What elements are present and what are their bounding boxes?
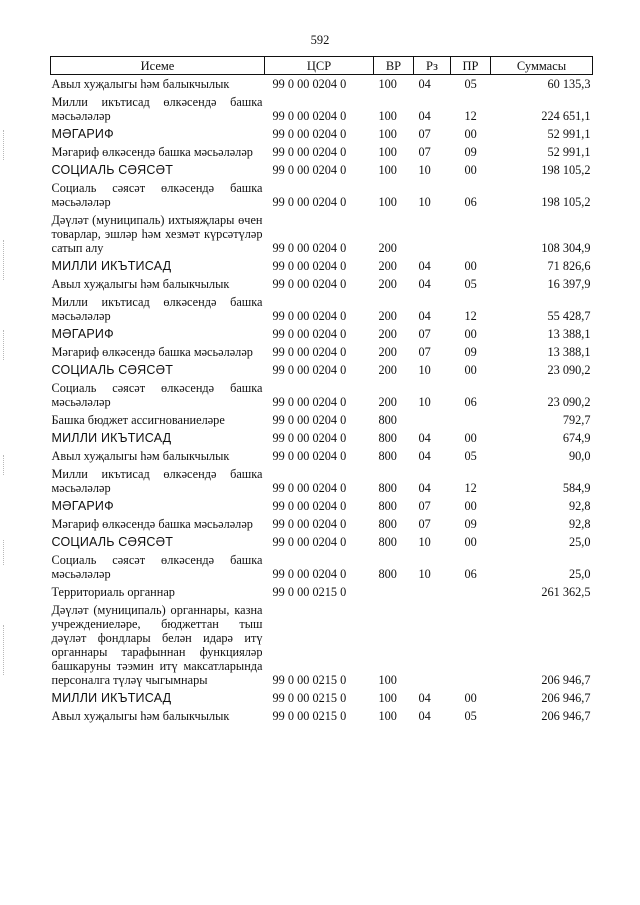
cell-sum: 16 397,9 bbox=[547, 277, 591, 291]
cell-csr: 99 0 00 0204 0 bbox=[272, 277, 347, 291]
left-margin-dots bbox=[3, 625, 5, 675]
cell-vr: 100 bbox=[378, 673, 397, 687]
cell-pr: 12 bbox=[464, 309, 477, 323]
table-row bbox=[51, 379, 593, 411]
cell-vr: 800 bbox=[378, 481, 397, 495]
cell-pr: 00 bbox=[464, 535, 477, 549]
table-row bbox=[51, 447, 593, 465]
cell-rz: 07 bbox=[418, 517, 431, 531]
cell-csr: 99 0 00 0204 0 bbox=[272, 327, 347, 341]
cell-csr: 99 0 00 0204 0 bbox=[272, 481, 347, 495]
cell-pr: 00 bbox=[464, 691, 477, 705]
cell-csr: 99 0 00 0204 0 bbox=[272, 567, 347, 581]
left-margin-dots bbox=[3, 540, 5, 565]
cell-csr: 99 0 00 0204 0 bbox=[272, 535, 347, 549]
cell-name: СОЦИАЛЬ СӘЯСӘТ bbox=[51, 535, 174, 549]
cell-pr bbox=[451, 411, 491, 429]
table-row bbox=[51, 125, 593, 143]
cell-sum: 206 946,7 bbox=[541, 691, 591, 705]
table-row bbox=[51, 325, 593, 343]
cell-name: МИЛЛИ ИКЪТИСАД bbox=[51, 431, 172, 445]
table-row bbox=[51, 429, 593, 447]
table-row bbox=[51, 707, 593, 725]
cell-vr: 100 bbox=[378, 709, 397, 723]
left-margin-dots bbox=[3, 330, 5, 360]
cell-name: МИЛЛИ ИКЪТИСАД bbox=[51, 259, 172, 273]
cell-vr: 800 bbox=[378, 431, 397, 445]
cell-sum: 52 991,1 bbox=[547, 145, 591, 159]
cell-rz: 07 bbox=[418, 499, 431, 513]
cell-rz: 04 bbox=[418, 709, 431, 723]
cell-vr: 800 bbox=[378, 517, 397, 531]
cell-sum: 92,8 bbox=[568, 499, 591, 513]
cell-rz: 07 bbox=[418, 127, 431, 141]
cell-name: Милли икътисад өлкәсендә башка мәсьәләләр bbox=[51, 295, 263, 323]
cell-name: Авыл хуҗалыгы һәм балыкчылык bbox=[51, 77, 230, 91]
cell-csr: 99 0 00 0215 0 bbox=[272, 673, 347, 687]
cell-vr: 200 bbox=[378, 241, 397, 255]
cell-name: Мәгариф өлкәсендә башка мәсьәләләр bbox=[51, 345, 253, 359]
cell-name: Дәүләт (муниципаль) органнары, казна учреждениеләре, бюджеттан тыш дәүләт фондлары белән идарә итү органнары тарафыннан функцияләр башкаруны тәэмин итү максатларында персоналга түләү чыгымнары bbox=[51, 603, 263, 687]
cell-pr: 05 bbox=[464, 277, 477, 291]
cell-sum: 674,9 bbox=[562, 431, 591, 445]
cell-rz: 04 bbox=[418, 691, 431, 705]
cell-pr: 05 bbox=[464, 77, 477, 91]
table-row bbox=[51, 343, 593, 361]
cell-csr: 99 0 00 0204 0 bbox=[272, 395, 347, 409]
left-margin-dots bbox=[3, 455, 5, 475]
table-row bbox=[51, 515, 593, 533]
cell-vr: 100 bbox=[378, 77, 397, 91]
cell-rz bbox=[414, 601, 451, 689]
cell-rz: 04 bbox=[418, 449, 431, 463]
cell-name: МӘГАРИФ bbox=[51, 127, 114, 141]
cell-sum: 23 090,2 bbox=[547, 363, 591, 377]
cell-sum: 60 135,3 bbox=[547, 77, 591, 91]
cell-sum: 52 991,1 bbox=[547, 127, 591, 141]
cell-pr: 09 bbox=[464, 345, 477, 359]
cell-pr bbox=[451, 583, 491, 601]
table-row bbox=[51, 75, 593, 94]
cell-sum: 206 946,7 bbox=[541, 673, 591, 687]
cell-sum: 108 304,9 bbox=[541, 241, 591, 255]
cell-name: СОЦИАЛЬ СӘЯСӘТ bbox=[51, 363, 174, 377]
cell-rz: 04 bbox=[418, 77, 431, 91]
cell-pr: 06 bbox=[464, 567, 477, 581]
table-row bbox=[51, 583, 593, 601]
cell-csr: 99 0 00 0204 0 bbox=[272, 413, 347, 427]
cell-csr: 99 0 00 0204 0 bbox=[272, 517, 347, 531]
table-row bbox=[51, 211, 593, 257]
cell-vr: 800 bbox=[378, 413, 397, 427]
cell-sum: 92,8 bbox=[568, 517, 591, 531]
cell-csr: 99 0 00 0204 0 bbox=[272, 77, 347, 91]
cell-pr: 12 bbox=[464, 481, 477, 495]
cell-name: Башка бюджет ассигнованиеләре bbox=[51, 413, 225, 427]
cell-csr: 99 0 00 0215 0 bbox=[272, 585, 347, 599]
cell-csr: 99 0 00 0204 0 bbox=[272, 259, 347, 273]
cell-pr: 00 bbox=[464, 363, 477, 377]
cell-pr: 00 bbox=[464, 327, 477, 341]
cell-csr: 99 0 00 0204 0 bbox=[272, 195, 347, 209]
cell-sum: 55 428,7 bbox=[547, 309, 591, 323]
header-pr: ПР bbox=[451, 57, 491, 75]
cell-csr: 99 0 00 0215 0 bbox=[272, 691, 347, 705]
cell-rz: 07 bbox=[418, 145, 431, 159]
header-sum: Суммасы bbox=[491, 57, 593, 75]
table-row bbox=[51, 601, 593, 689]
cell-vr: 800 bbox=[378, 499, 397, 513]
cell-vr: 200 bbox=[378, 345, 397, 359]
cell-vr: 200 bbox=[378, 277, 397, 291]
left-margin-dots bbox=[3, 240, 5, 280]
header-csr: ЦСР bbox=[265, 57, 374, 75]
cell-rz bbox=[414, 411, 451, 429]
cell-pr bbox=[451, 211, 491, 257]
table-header-row bbox=[51, 57, 593, 75]
cell-pr: 05 bbox=[464, 449, 477, 463]
cell-vr: 200 bbox=[378, 327, 397, 341]
cell-vr: 200 bbox=[378, 309, 397, 323]
cell-vr: 100 bbox=[378, 145, 397, 159]
cell-vr: 200 bbox=[378, 259, 397, 273]
table-row bbox=[51, 551, 593, 583]
table-row bbox=[51, 161, 593, 179]
cell-sum: 23 090,2 bbox=[547, 395, 591, 409]
cell-pr bbox=[451, 601, 491, 689]
cell-rz: 07 bbox=[418, 327, 431, 341]
cell-name: Милли икътисад өлкәсендә башка мәсьәләләр bbox=[51, 95, 263, 123]
cell-csr: 99 0 00 0204 0 bbox=[272, 499, 347, 513]
cell-vr: 100 bbox=[378, 127, 397, 141]
cell-sum: 792,7 bbox=[562, 413, 591, 427]
cell-rz bbox=[414, 583, 451, 601]
header-rz: Рз bbox=[414, 57, 451, 75]
cell-rz: 10 bbox=[418, 363, 431, 377]
cell-sum: 71 826,6 bbox=[547, 259, 591, 273]
cell-name: Социаль сәясәт өлкәсендә башка мәсьәләләр bbox=[51, 181, 263, 209]
cell-rz: 04 bbox=[418, 431, 431, 445]
cell-name: Авыл хуҗалыгы һәм балыкчылык bbox=[51, 709, 230, 723]
cell-rz: 10 bbox=[418, 163, 431, 177]
cell-pr: 00 bbox=[464, 127, 477, 141]
table-row bbox=[51, 689, 593, 707]
cell-vr: 100 bbox=[378, 691, 397, 705]
cell-vr: 100 bbox=[378, 109, 397, 123]
cell-vr: 100 bbox=[378, 163, 397, 177]
table-row bbox=[51, 179, 593, 211]
cell-rz: 04 bbox=[418, 481, 431, 495]
cell-name: Дәүләт (муниципаль) ихтыяҗлары өчен товарлар, эшләр һәм хезмәт күрсәтүләр сатып алу bbox=[51, 213, 263, 255]
cell-rz: 04 bbox=[418, 309, 431, 323]
cell-rz: 04 bbox=[418, 259, 431, 273]
cell-rz: 04 bbox=[418, 109, 431, 123]
cell-vr: 800 bbox=[378, 449, 397, 463]
budget-table bbox=[50, 56, 593, 725]
cell-pr: 12 bbox=[464, 109, 477, 123]
cell-name: МИЛЛИ ИКЪТИСАД bbox=[51, 691, 172, 705]
cell-csr: 99 0 00 0204 0 bbox=[272, 363, 347, 377]
table-row bbox=[51, 143, 593, 161]
cell-name: МӘГАРИФ bbox=[51, 499, 114, 513]
table-row bbox=[51, 257, 593, 275]
cell-csr: 99 0 00 0204 0 bbox=[272, 127, 347, 141]
table-row bbox=[51, 361, 593, 379]
cell-vr: 100 bbox=[378, 195, 397, 209]
cell-pr: 09 bbox=[464, 517, 477, 531]
table-row bbox=[51, 411, 593, 429]
header-name: Исеме bbox=[51, 57, 265, 75]
cell-name: Авыл хуҗалыгы һәм балыкчылык bbox=[51, 277, 230, 291]
table-row bbox=[51, 465, 593, 497]
cell-name: МӘГАРИФ bbox=[51, 327, 114, 341]
cell-name: Социаль сәясәт өлкәсендә башка мәсьәләләр bbox=[51, 381, 263, 409]
cell-name: Социаль сәясәт өлкәсендә башка мәсьәләләр bbox=[51, 553, 263, 581]
cell-pr: 09 bbox=[464, 145, 477, 159]
cell-rz: 07 bbox=[418, 345, 431, 359]
cell-pr: 00 bbox=[464, 431, 477, 445]
cell-csr: 99 0 00 0204 0 bbox=[272, 241, 347, 255]
cell-csr: 99 0 00 0204 0 bbox=[272, 163, 347, 177]
cell-rz: 10 bbox=[418, 567, 431, 581]
cell-vr: 800 bbox=[378, 567, 397, 581]
cell-name: Территориаль органнар bbox=[51, 585, 175, 599]
cell-sum: 261 362,5 bbox=[541, 585, 591, 599]
cell-csr: 99 0 00 0204 0 bbox=[272, 431, 347, 445]
cell-vr: 200 bbox=[378, 395, 397, 409]
table-row bbox=[51, 533, 593, 551]
cell-name: Мәгариф өлкәсендә башка мәсьәләләр bbox=[51, 517, 253, 531]
table-row bbox=[51, 275, 593, 293]
cell-sum: 224 651,1 bbox=[541, 109, 591, 123]
cell-name: СОЦИАЛЬ СӘЯСӘТ bbox=[51, 163, 174, 177]
cell-name: Милли икътисад өлкәсендә башка мәсьәләләр bbox=[51, 467, 263, 495]
cell-sum: 584,9 bbox=[562, 481, 591, 495]
table-row bbox=[51, 93, 593, 125]
cell-rz: 04 bbox=[418, 277, 431, 291]
cell-sum: 13 388,1 bbox=[547, 345, 591, 359]
header-vr: ВР bbox=[374, 57, 414, 75]
cell-pr: 06 bbox=[464, 395, 477, 409]
cell-sum: 25,0 bbox=[568, 567, 591, 581]
cell-pr: 05 bbox=[464, 709, 477, 723]
cell-pr: 00 bbox=[464, 259, 477, 273]
cell-csr: 99 0 00 0215 0 bbox=[272, 709, 347, 723]
cell-vr: 800 bbox=[378, 535, 397, 549]
cell-sum: 13 388,1 bbox=[547, 327, 591, 341]
table-body bbox=[51, 75, 593, 726]
cell-sum: 206 946,7 bbox=[541, 709, 591, 723]
cell-rz: 10 bbox=[418, 535, 431, 549]
cell-pr: 00 bbox=[464, 163, 477, 177]
cell-name: Авыл хуҗалыгы һәм балыкчылык bbox=[51, 449, 230, 463]
cell-csr: 99 0 00 0204 0 bbox=[272, 309, 347, 323]
table-row bbox=[51, 293, 593, 325]
cell-rz: 10 bbox=[418, 395, 431, 409]
cell-csr: 99 0 00 0204 0 bbox=[272, 109, 347, 123]
cell-pr: 06 bbox=[464, 195, 477, 209]
cell-rz bbox=[414, 211, 451, 257]
cell-csr: 99 0 00 0204 0 bbox=[272, 449, 347, 463]
cell-pr: 00 bbox=[464, 499, 477, 513]
cell-vr: 200 bbox=[378, 363, 397, 377]
cell-csr: 99 0 00 0204 0 bbox=[272, 145, 347, 159]
cell-sum: 25,0 bbox=[568, 535, 591, 549]
cell-sum: 90,0 bbox=[568, 449, 591, 463]
left-margin-dots bbox=[3, 130, 5, 160]
cell-rz: 10 bbox=[418, 195, 431, 209]
page-number: 592 bbox=[310, 33, 330, 47]
table-row bbox=[51, 497, 593, 515]
cell-name: Мәгариф өлкәсендә башка мәсьәләләр bbox=[51, 145, 253, 159]
cell-sum: 198 105,2 bbox=[541, 195, 591, 209]
cell-csr: 99 0 00 0204 0 bbox=[272, 345, 347, 359]
cell-sum: 198 105,2 bbox=[541, 163, 591, 177]
cell-vr bbox=[374, 583, 414, 601]
